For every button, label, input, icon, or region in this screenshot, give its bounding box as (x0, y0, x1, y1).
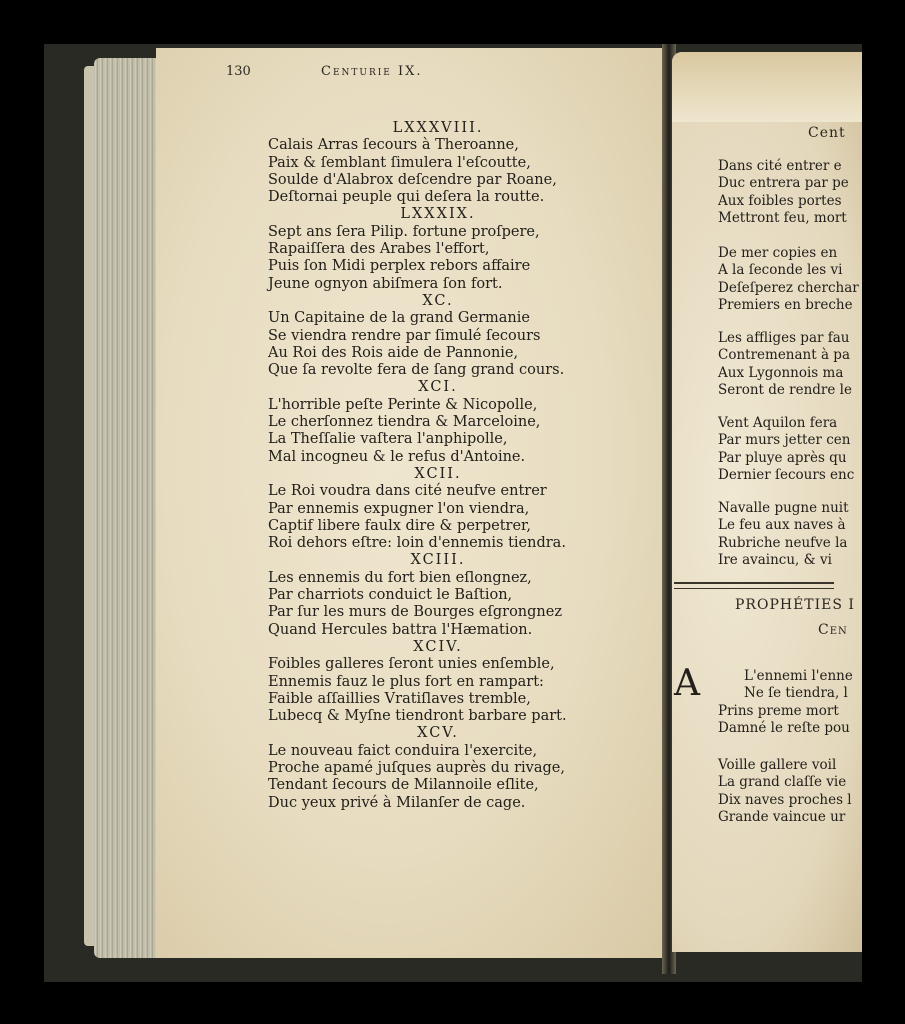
verse-line: Rapaiſſera des Arabes l'effort, (268, 241, 490, 258)
right-stanza-6a (744, 668, 853, 703)
verse-line: Par ennemis expugner l'on viendra, (268, 500, 530, 517)
verse-line: Deſeſperez cherchar (718, 279, 859, 296)
verse-line: Prins preme mort (718, 703, 839, 719)
verse-line: Paix & ſemblant ſimulera l'eſcoutte, (268, 154, 531, 171)
verse-line: Ne ſe tiendra, l (744, 685, 848, 702)
verse-line: Par pluye après qu (718, 449, 847, 466)
verse-line: Roi dehors eſtre: loin d'ennemis tiendra. (268, 535, 566, 552)
right-stanza-2 (718, 245, 859, 315)
verse-line: Duc entrera par pe (718, 175, 849, 192)
verse-line: Un Capitaine de la grand Germanie (268, 310, 530, 327)
verse-line: Contremenant à pa (718, 347, 850, 364)
page-number: 130 (226, 64, 251, 79)
quatrain-number: LXXXVIII. (392, 120, 484, 136)
verse-line: Ennemis fauz le plus fort en rampart: (268, 673, 544, 690)
drop-cap: A (674, 663, 700, 704)
verse-line: Lubecq & Myſne tiendront barbare part. (268, 708, 567, 725)
verse-line: Grande vaincue ur (718, 809, 846, 826)
verse-line: De mer copies en (718, 245, 838, 261)
verse-line: La Theſſalie vaſtera l'anphipolle, (268, 431, 508, 448)
verse-line: Quand Hercules battra l'Hæmation. (268, 621, 533, 638)
right-stanza-3 (718, 330, 852, 400)
verse-line: Les ennemis du fort bien eſlongnez, (268, 569, 532, 586)
verse-line: La grand claſſe vie (718, 774, 847, 791)
verse-line: Puis ſon Midi perplex rebors affaire (268, 258, 531, 275)
verse-line: Le feu aux naves à (718, 517, 846, 534)
verse-line: L'ennemi l'enne (744, 668, 853, 684)
quatrain-number: XCV. (417, 725, 459, 742)
verse-line: Le cherſonnez tiendra & Marceloine, (268, 414, 541, 431)
verse-line: Dernier ſecours enc (718, 467, 855, 484)
verse-line: Les affliges par fau (718, 330, 850, 346)
quatrain-number: XCII. (414, 465, 462, 482)
left-page-text (268, 120, 608, 812)
verse-line: Deſtornai peuple qui deſera la routte. (268, 189, 545, 206)
quatrain-number: XC. (422, 292, 454, 309)
verse-line: Vent Aquilon fera (718, 415, 838, 431)
verse-line: Rubriche neufve la (718, 534, 848, 551)
verse-line: Aux Lygonnois ma (718, 364, 844, 381)
verse-line: Faible aſſaillies Vratiſlaves tremble, (268, 690, 531, 707)
verse-line: Mal incogneu & le refus d'Antoine. (268, 448, 526, 465)
verse-line: Duc yeux privé à Milanſer de cage. (268, 794, 526, 811)
quatrain-number: XCI. (418, 379, 458, 396)
page-stain (672, 52, 862, 122)
verse-line: Soulde d'Alabrox deſcendre par Roane, (268, 171, 557, 188)
verse-line: Au Roi des Rois aide de Pannonie, (268, 344, 519, 361)
quatrain-number: XCIV. (413, 638, 463, 655)
verse-line: Mettront feu, mort (718, 210, 847, 227)
verse-line: Seront de rendre le (718, 382, 852, 399)
verse-line: Le Roi voudra dans cité neufve entrer (268, 483, 547, 500)
quatrain-number: XCIII. (410, 552, 466, 569)
right-stanza-4 (718, 415, 854, 485)
verse-line: A la ſeconde les vi (718, 262, 843, 279)
verse-line: Voille gallere voil (718, 757, 837, 773)
verse-line: L'horrible peſte Perinte & Nicopolle, (268, 396, 538, 413)
verse-line: Dans cité entrer e (718, 158, 842, 174)
verse-line: Damné le reſte pou (718, 720, 850, 737)
running-title: Centurie IX. (321, 64, 423, 79)
right-stanza-1 (718, 158, 849, 228)
verse-line: Par ſur les murs de Bourges eſgrongnez (268, 604, 562, 621)
verse-line: Par charriots conduict le Baſtion, (268, 587, 513, 604)
section-subtitle: Cen (818, 622, 848, 638)
verse-line: Se viendra rendre par ſimulé ſecours (268, 327, 541, 344)
verse-line: Que ſa revolte fera de ſang grand cours. (268, 362, 565, 379)
section-title: PROPHÉTIES I (735, 597, 855, 613)
verse-line: Par murs jetter cen (718, 432, 851, 449)
verse-line: Dix naves proches l (718, 791, 852, 808)
verse-line: Foibles galleres ſeront unies enſemble, (268, 656, 555, 673)
verse-line: Premiers en breche (718, 297, 853, 314)
verse-line: Captif libere faulx dire & perpetrer, (268, 517, 531, 534)
verse-line: Calais Arras ſecours à Theroanne, (268, 137, 519, 154)
verse-line: Tendant ſecours de Milannoile eſlite, (268, 777, 539, 794)
right-stanza-6b (718, 703, 850, 738)
verse-line: Ire avaincu, & vi (718, 552, 832, 569)
verse-line: Jeune ognyon abiſmera ſon fort. (268, 275, 503, 292)
verse-line: Proche apamé juſques auprès du rivage, (268, 759, 565, 776)
verse-line: Navalle pugne nuit (718, 500, 849, 516)
right-stanza-5 (718, 500, 849, 570)
right-stanza-7 (718, 757, 852, 827)
verse-line: Le nouveau faict conduira l'exercite, (268, 742, 538, 759)
ornamental-rule (674, 582, 834, 589)
quatrain-number: LXXXIX. (400, 206, 476, 223)
verse-line: Sept ans ſera Pilip. fortune proſpere, (268, 223, 540, 240)
verse-line: Aux foibles portes (718, 192, 842, 209)
right-running-title: Cent (808, 125, 846, 141)
